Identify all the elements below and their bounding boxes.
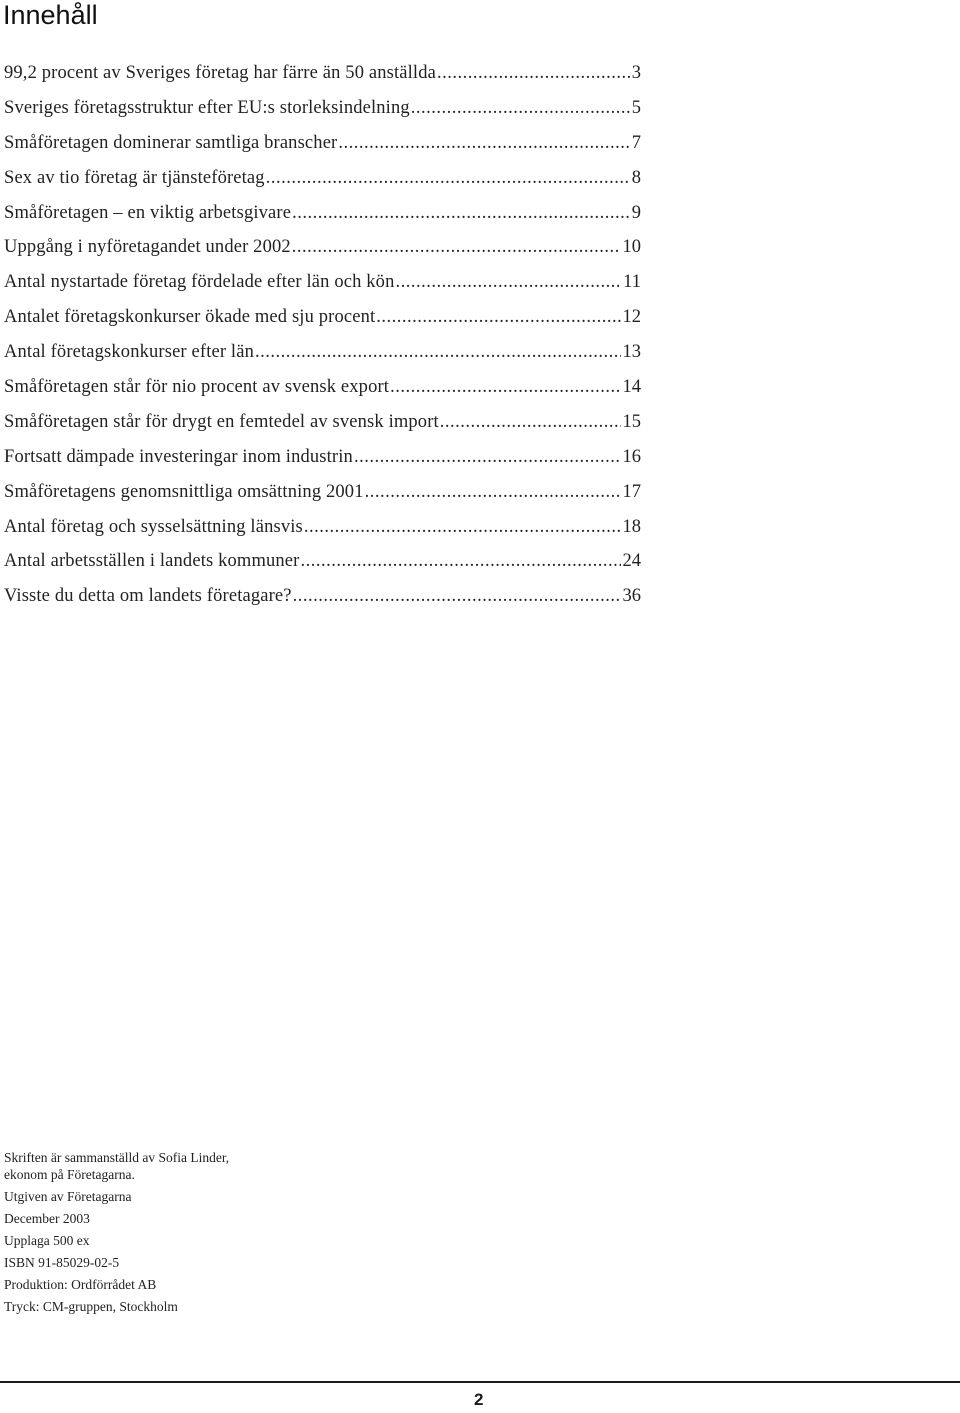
toc-leader-dots — [300, 546, 620, 576]
toc-item-label: Fortsatt dämpade investeringar inom industrin — [4, 446, 353, 467]
toc-item-page: 16 — [622, 446, 641, 467]
toc-leader-dots — [440, 407, 621, 437]
toc-leader-dots — [376, 302, 620, 332]
toc-item-page: 17 — [622, 481, 641, 502]
toc-item-page: 10 — [622, 237, 641, 258]
toc-item-page: 24 — [622, 551, 641, 572]
toc-item-page: 13 — [622, 342, 641, 363]
toc-item-label: Antal nystartade företag fördelade efter län och kön — [4, 272, 395, 293]
toc-item-label: Småföretagen – en viktig arbetsgivare — [4, 202, 292, 223]
toc-item-label: Antal företag och sysselsättning länsvis — [4, 516, 303, 537]
toc-item[interactable] — [4, 93, 641, 128]
toc-item-label: Sex av tio företag är tjänsteföretag — [4, 167, 265, 188]
toc-item-label: Småföretagens genomsnittliga omsättning 2001 — [4, 481, 364, 502]
colophon-production: Produktion: Ordförrådet AB — [4, 1276, 157, 1292]
colophon-publisher: Utgiven av Företagarna — [4, 1188, 132, 1204]
toc-item-label: Antal företagskonkurser efter län — [4, 342, 254, 363]
toc-item-label: Antal arbetsställen i landets kommuner — [4, 551, 300, 572]
toc-item[interactable] — [4, 407, 641, 442]
toc-item[interactable] — [4, 58, 641, 93]
toc-leader-dots — [437, 58, 630, 88]
toc-item[interactable] — [4, 198, 641, 233]
toc-item-page: 5 — [631, 97, 641, 118]
toc-item-page: 7 — [631, 132, 641, 153]
toc-item-page: 15 — [622, 411, 641, 432]
toc-item[interactable] — [4, 267, 641, 302]
footer-divider — [0, 1381, 960, 1383]
colophon-date: December 2003 — [4, 1210, 90, 1226]
toc-leader-dots — [292, 232, 621, 262]
toc-item[interactable] — [4, 302, 641, 337]
toc-item[interactable] — [4, 163, 641, 198]
toc-item-page: 8 — [631, 167, 641, 188]
toc-item-label: Antalet företagskonkurser ökade med sju procent — [4, 307, 376, 328]
toc-leader-dots — [293, 581, 621, 611]
colophon-print: Tryck: CM-gruppen, Stockholm — [4, 1298, 178, 1314]
toc-leader-dots — [411, 93, 630, 123]
colophon-isbn: ISBN 91-85029-02-5 — [4, 1254, 120, 1270]
toc-item[interactable] — [4, 477, 641, 512]
toc-item-page: 18 — [622, 516, 641, 537]
toc-item-page: 11 — [623, 272, 641, 293]
toc-item[interactable] — [4, 546, 641, 581]
toc-leader-dots — [255, 337, 621, 367]
toc-item-label: 99,2 procent av Sveriges företag har färre än 50 anställda — [4, 63, 436, 83]
toc-leader-dots — [338, 128, 629, 158]
toc-leader-dots — [365, 477, 621, 507]
colophon-credit — [4, 1150, 404, 1183]
toc-item-label: Visste du detta om landets företagare? — [4, 586, 292, 607]
toc-item[interactable] — [4, 372, 641, 407]
toc-item[interactable] — [4, 337, 641, 372]
toc-item-page: 12 — [622, 307, 641, 328]
table-of-contents — [4, 58, 641, 616]
toc-item-label: Sveriges företagsstruktur efter EU:s storleksindelning — [4, 97, 410, 118]
toc-leader-dots — [395, 267, 621, 297]
toc-item-label: Uppgång i nyföretagandet under 2002 — [4, 237, 291, 258]
toc-item-label: Småföretagen står för nio procent av svensk export — [4, 377, 390, 398]
colophon-compiled-by: Skriften är sammanställd av Sofia Linder, — [4, 1150, 230, 1165]
toc-leader-dots — [390, 372, 620, 402]
toc-leader-dots — [292, 198, 630, 228]
toc-leader-dots — [266, 163, 630, 193]
toc-item-label: Småföretagen dominerar samtliga branscher — [4, 132, 338, 153]
toc-item[interactable] — [4, 128, 641, 163]
toc-item-page: 14 — [622, 377, 641, 398]
toc-item-page: 36 — [622, 586, 641, 607]
toc-item[interactable] — [4, 581, 641, 616]
toc-item[interactable] — [4, 442, 641, 477]
colophon — [4, 1150, 404, 1321]
toc-item-page: 9 — [631, 202, 641, 223]
page-title: Innehåll — [3, 0, 98, 30]
toc-item[interactable] — [4, 512, 641, 547]
colophon-compiled-by-role: ekonom på Företagarna. — [4, 1166, 135, 1182]
colophon-edition: Upplaga 500 ex — [4, 1232, 90, 1248]
toc-item[interactable] — [4, 232, 641, 267]
toc-item-label: Småföretagen står för drygt en femtedel av svensk import — [4, 411, 439, 432]
page-number: 2 — [474, 1390, 484, 1409]
toc-leader-dots — [354, 442, 621, 472]
toc-item-page: 3 — [631, 63, 641, 83]
toc-leader-dots — [304, 512, 621, 542]
